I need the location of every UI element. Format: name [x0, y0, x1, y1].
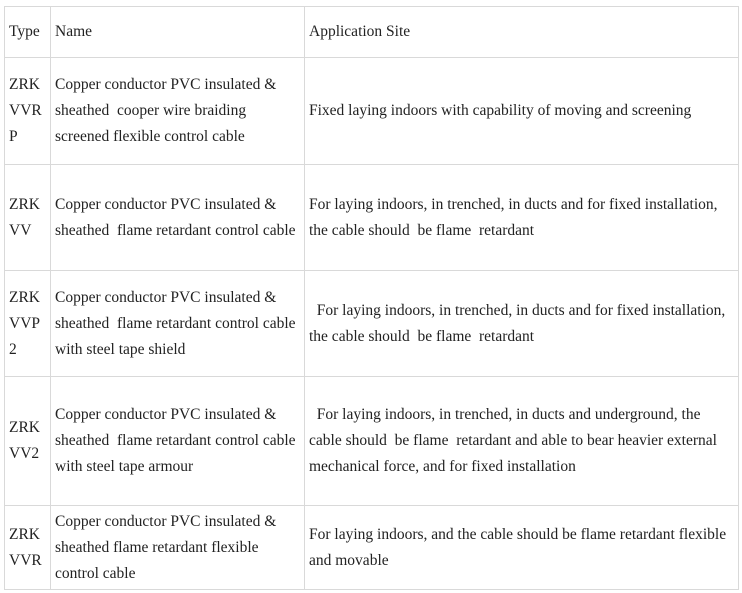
- cell-application-site: For laying indoors, in trenched, in ducts and underground, the cable should be flame retardant and able to bear heavier external mechanical force, and for fixed installation: [305, 377, 739, 506]
- cell-type: ZRK VV2: [5, 377, 51, 506]
- header-name: Name: [51, 7, 305, 58]
- table-row: [5, 506, 739, 590]
- cell-name: Copper conductor PVC insulated & sheathed flame retardant control cable with steel tape armour: [51, 377, 305, 506]
- cell-name: Copper conductor PVC insulated & sheathed flame retardant flexible control cable: [51, 506, 305, 590]
- cell-type: ZRK VVR: [5, 506, 51, 590]
- cell-name: Copper conductor PVC insulated & sheathed flame retardant control cable: [51, 165, 305, 271]
- table-header-row: [5, 7, 739, 58]
- table-row: [5, 165, 739, 271]
- cell-name: Copper conductor PVC insulated & sheathed flame retardant control cable with steel tape shield: [51, 271, 305, 377]
- cell-application-site: Fixed laying indoors with capability of moving and screening: [305, 58, 739, 165]
- cell-application-site: For laying indoors, and the cable should be flame retardant flexible and movable: [305, 506, 739, 590]
- cell-type: ZRK VVR P: [5, 58, 51, 165]
- cell-application-site: For laying indoors, in trenched, in ducts and for fixed installation, the cable should be flame retardant: [305, 165, 739, 271]
- cell-type: ZRK VV: [5, 165, 51, 271]
- table-row: [5, 377, 739, 506]
- header-type: Type: [5, 7, 51, 58]
- cell-application-site: For laying indoors, in trenched, in ducts and for fixed installation, the cable should be flame retardant: [305, 271, 739, 377]
- cell-type: ZRK VVP 2: [5, 271, 51, 377]
- table-row: [5, 271, 739, 377]
- cell-name: Copper conductor PVC insulated & sheathed cooper wire braiding screened flexible control cable: [51, 58, 305, 165]
- cable-spec-table: [4, 6, 739, 590]
- table-row: [5, 58, 739, 165]
- header-application-site: Application Site: [305, 7, 739, 58]
